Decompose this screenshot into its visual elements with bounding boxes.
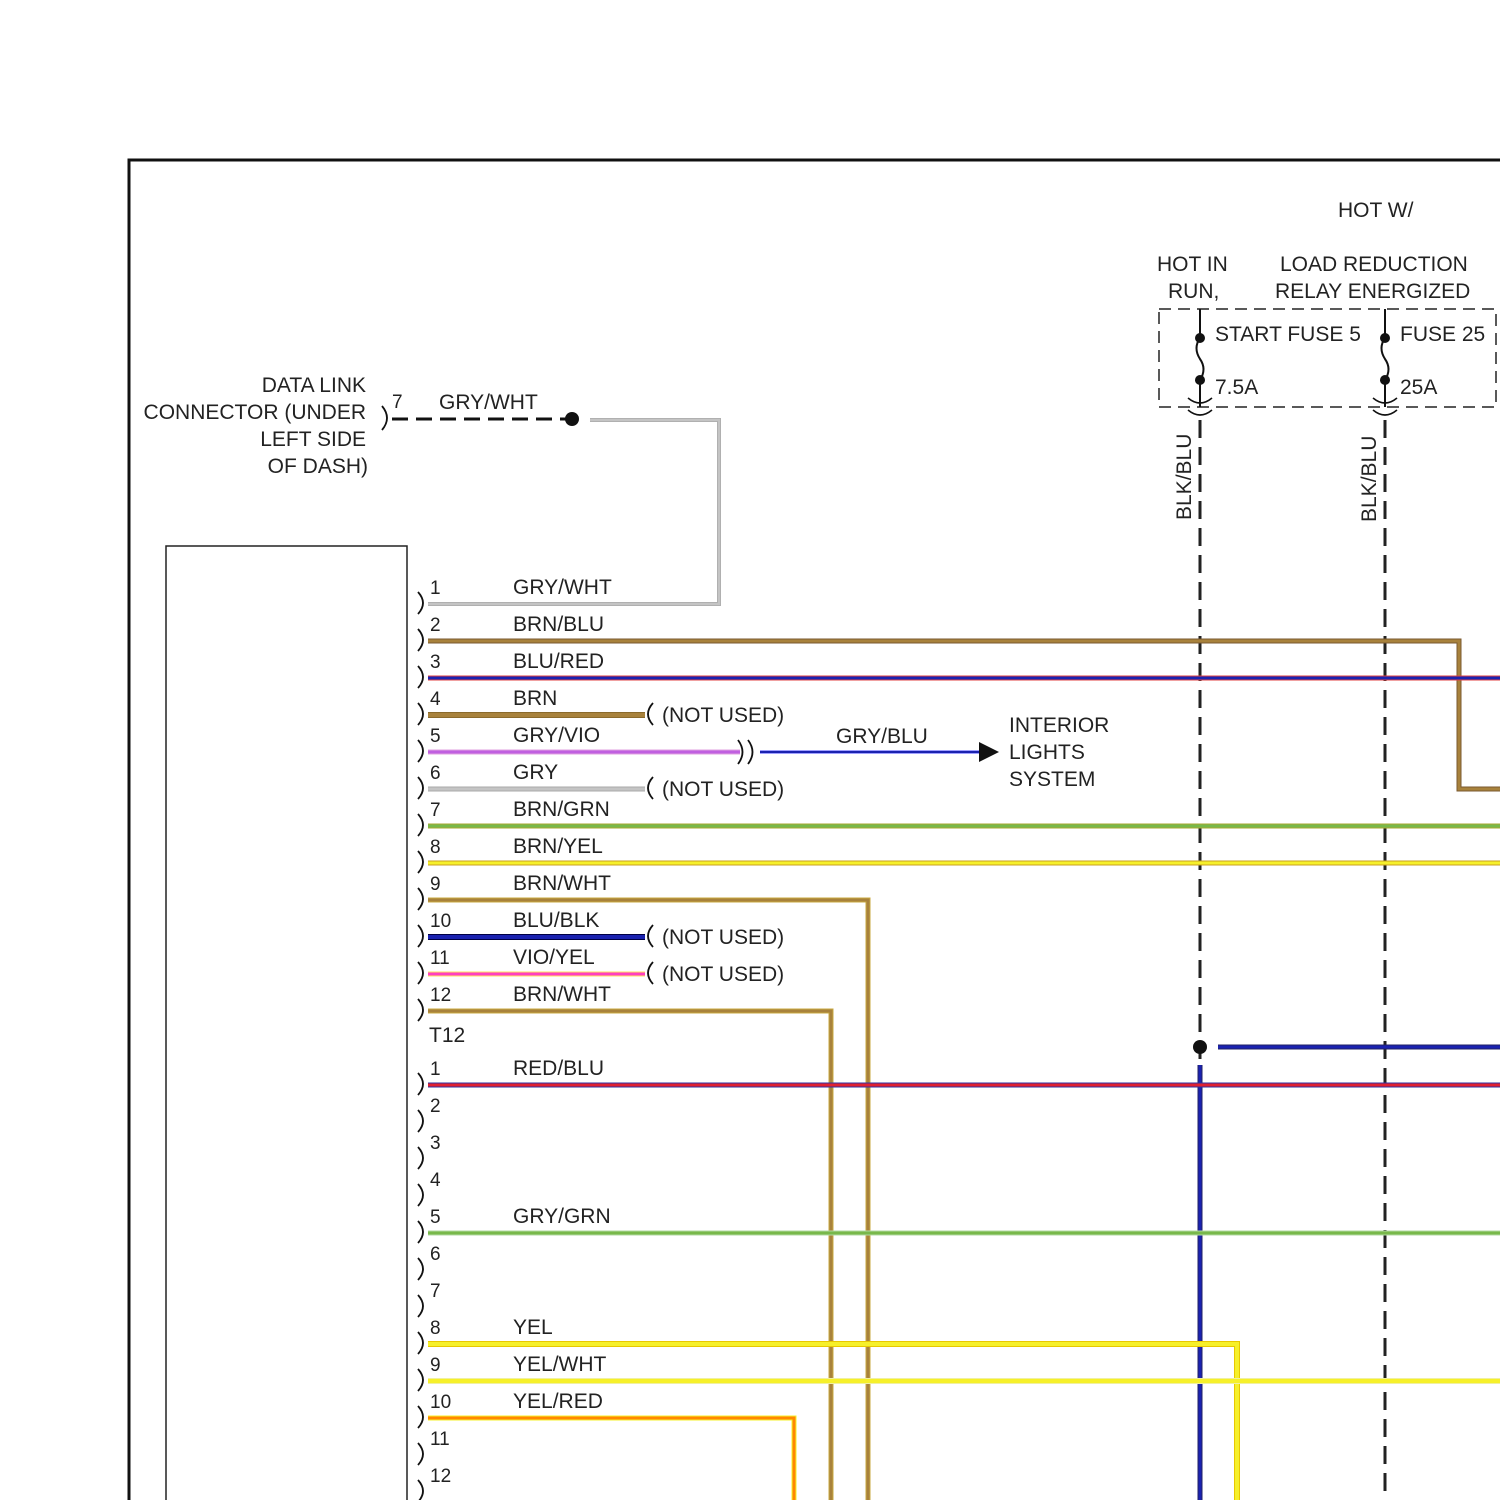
upper-pin-8 — [418, 835, 603, 873]
upper-pin-2 — [418, 613, 604, 651]
upper-pin-11 — [418, 946, 784, 986]
pin-number: 8 — [430, 1318, 441, 1339]
blk-blu-label-1: BLK/BLU — [1173, 433, 1196, 520]
connector-cavity-icon — [418, 1480, 423, 1500]
t12-pin-12 — [418, 1466, 451, 1500]
wire-color-label: VIO/YEL — [513, 946, 595, 969]
wire-color-label: BLU/BLK — [513, 909, 600, 932]
interior-label-2: LIGHTS — [1009, 741, 1085, 764]
wire-color-label: GRY/WHT — [513, 576, 612, 599]
dlc-label-line4: OF DASH) — [267, 455, 368, 478]
dlc-splice-dot — [565, 412, 579, 426]
connector-cavity-icon — [648, 962, 653, 984]
pin-number: 7 — [430, 1281, 441, 1302]
upper-pin-3 — [418, 650, 604, 688]
wire-color-label: YEL — [513, 1316, 553, 1339]
blk-blu-splice-dot — [1193, 1040, 1207, 1054]
connector-cavity-icon — [648, 777, 653, 799]
upper-pin-10 — [418, 909, 784, 949]
pin-number: 10 — [430, 1392, 452, 1413]
pin-number: 1 — [430, 1059, 441, 1080]
wire-color-label: YEL/WHT — [513, 1353, 607, 1376]
pin-number: 4 — [430, 1170, 441, 1191]
load-reduction-label: LOAD REDUCTION — [1280, 253, 1468, 276]
connector-cavity-icon — [418, 999, 423, 1021]
upper-pin-4 — [418, 687, 784, 727]
t12-pin-11 — [418, 1429, 450, 1465]
wire-color-label: BRN/BLU — [513, 613, 605, 636]
connector-cavity-icon — [648, 925, 653, 947]
interior-label-3: SYSTEM — [1009, 768, 1096, 791]
connector-cavity-icon — [418, 1443, 423, 1465]
not-used-label: (NOT USED) — [662, 963, 785, 986]
gry-blu-label: GRY/BLU — [836, 725, 928, 748]
upper-pin-7 — [418, 798, 610, 836]
hot-in-label: HOT IN — [1157, 253, 1228, 276]
connector-cavity-icon — [418, 740, 423, 762]
control-module-box — [166, 546, 407, 1500]
not-used-label: (NOT USED) — [662, 926, 785, 949]
not-used-label: (NOT USED) — [662, 778, 785, 801]
pin-number: 11 — [430, 948, 450, 969]
run-label: RUN, — [1168, 280, 1220, 303]
upper-pin-12 — [418, 983, 611, 1021]
pin-number: 9 — [430, 1355, 441, 1376]
connector-cavity-icon — [418, 1332, 423, 1354]
inline-connector-symbol — [738, 740, 753, 764]
wire-color-label: BLU/RED — [513, 650, 605, 673]
upper-pin-9 — [418, 872, 611, 910]
pin-number: 6 — [430, 763, 441, 784]
connector-cavity-icon — [418, 1406, 423, 1428]
pin-number: 5 — [430, 726, 441, 747]
connector-cavity-icon — [418, 1221, 423, 1243]
connector-cavity-icon — [418, 1258, 423, 1280]
t12-pin-10 — [418, 1390, 603, 1428]
pin-number: 4 — [430, 689, 441, 710]
dlc-connector-symbol — [382, 406, 387, 430]
dlc-label-line1: DATA LINK — [261, 374, 366, 397]
arrow-icon — [979, 742, 999, 762]
upper-pin-5 — [418, 724, 600, 762]
pin-number: 1 — [430, 578, 441, 599]
pin-number: 3 — [430, 1133, 441, 1154]
connector-cavity-icon — [418, 1369, 423, 1391]
connector-cavity-icon — [418, 1073, 423, 1095]
wire-color-label: BRN/WHT — [513, 872, 611, 895]
wire-color-label: BRN/GRN — [513, 798, 610, 821]
pin-number: 7 — [430, 800, 441, 821]
fuse-25-amp-label: 25A — [1400, 376, 1438, 399]
dlc-label-line2: CONNECTOR (UNDER — [143, 401, 366, 424]
wire-color-label: BRN/WHT — [513, 983, 611, 1006]
connector-cavity-icon — [418, 1184, 423, 1206]
wire-brn-wht-9 — [428, 900, 868, 1500]
wire-color-label: BRN/YEL — [513, 835, 603, 858]
pin-number: 8 — [430, 837, 441, 858]
connector-cavity-icon — [418, 1295, 423, 1317]
diagram-frame — [129, 160, 1500, 1500]
connector-cavity-icon — [418, 1147, 423, 1169]
fuse-25-label: FUSE 25 — [1400, 323, 1486, 346]
wire-color-label: BRN — [513, 687, 558, 710]
wire-color-label: RED/BLU — [513, 1057, 605, 1080]
blk-blu-label-2: BLK/BLU — [1358, 435, 1381, 522]
dlc-pin-label: 7 — [392, 392, 403, 413]
t12-pin-8 — [418, 1316, 553, 1354]
t12-pin-1 — [418, 1057, 604, 1095]
t12-pin-6 — [418, 1244, 441, 1280]
wire-yel-red — [428, 1418, 794, 1500]
t12-pin-4 — [418, 1170, 441, 1206]
pin-number: 10 — [430, 911, 452, 932]
wire-color-label: YEL/RED — [513, 1390, 603, 1413]
t12-pin-9 — [418, 1353, 607, 1391]
hot-w-label: HOT W/ — [1338, 199, 1414, 222]
wire-color-label: GRY/VIO — [513, 724, 601, 747]
upper-pin-1 — [418, 576, 612, 614]
upper-pin-6 — [418, 761, 784, 801]
pin-number: 6 — [430, 1244, 441, 1265]
pin-number: 3 — [430, 652, 441, 673]
connector-cavity-icon — [418, 851, 423, 873]
pin-number: 2 — [430, 1096, 441, 1117]
connector-cavity-icon — [418, 888, 423, 910]
start-fuse-label: START FUSE 5 — [1215, 323, 1361, 346]
t12-pin-7 — [418, 1281, 441, 1317]
dlc-wire-label: GRY/WHT — [439, 391, 538, 414]
connector-cavity-icon — [418, 777, 423, 799]
connector-cavity-icon — [418, 962, 423, 984]
interior-label-1: INTERIOR — [1009, 714, 1110, 737]
connector-cavity-icon — [418, 814, 423, 836]
connector-cavity-icon — [418, 629, 423, 651]
connector-cavity-icon — [418, 592, 423, 614]
fuse-5-symbol — [1188, 309, 1212, 415]
wire-color-label: GRY — [513, 761, 559, 784]
wire-color-label: GRY/GRN — [513, 1205, 611, 1228]
dlc-label-line3: LEFT SIDE — [260, 428, 366, 451]
t12-pin-2 — [418, 1096, 441, 1132]
not-used-label: (NOT USED) — [662, 704, 785, 727]
t12-connector-label: T12 — [429, 1024, 466, 1047]
relay-energized-label: RELAY ENERGIZED — [1275, 280, 1471, 303]
t12-pin-3 — [418, 1133, 441, 1169]
connector-cavity-icon — [648, 703, 653, 725]
connector-cavity-icon — [418, 1110, 423, 1132]
t12-pin-5 — [418, 1205, 611, 1243]
fuse-25-symbol — [1373, 309, 1397, 415]
connector-cavity-icon — [418, 666, 423, 688]
connector-cavity-icon — [418, 703, 423, 725]
pin-number: 11 — [430, 1429, 450, 1450]
pin-number: 5 — [430, 1207, 441, 1228]
pin-number: 12 — [430, 985, 452, 1006]
pin-number: 9 — [430, 874, 441, 895]
connector-cavity-icon — [418, 925, 423, 947]
fuse-5-amp-label: 7.5A — [1215, 376, 1259, 399]
pin-number: 2 — [430, 615, 441, 636]
pin-number: 12 — [430, 1466, 452, 1487]
